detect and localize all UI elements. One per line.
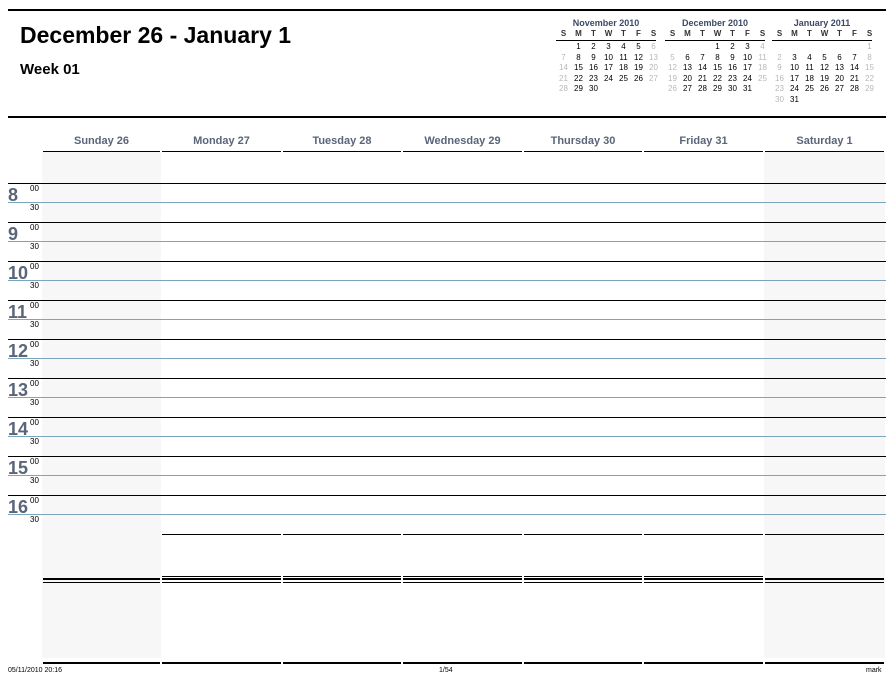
notes-divider-lower: [283, 582, 401, 583]
mini-day: [631, 84, 646, 95]
mini-calendar: [772, 18, 872, 105]
mini-weekday-header: M: [575, 29, 582, 38]
half-hour-line: [8, 397, 886, 398]
minute-label-00: 00: [30, 457, 39, 466]
day-header-rule: [162, 151, 281, 152]
mini-day: [832, 95, 847, 106]
mini-weekday-header: S: [560, 29, 567, 38]
day-header-rule: [43, 151, 160, 152]
hour-label: 8: [8, 185, 19, 205]
mini-day: 23: [728, 73, 737, 83]
mini-day: 10: [790, 63, 799, 72]
mini-day: 5: [822, 52, 827, 62]
mini-day: 30: [589, 84, 598, 93]
mini-day: 2: [777, 52, 782, 62]
mini-weekday-header: T: [730, 29, 735, 38]
mini-day: 26: [668, 84, 677, 93]
row-end-line: [644, 534, 763, 535]
notes-divider-lower: [765, 582, 884, 583]
mini-calendar-title: November 2010: [572, 18, 640, 28]
mini-day: 18: [619, 63, 628, 72]
mini-day: 22: [865, 73, 874, 83]
minute-label-30: 30: [30, 359, 39, 368]
minute-label-00: 00: [30, 418, 39, 427]
mini-day: 4: [621, 42, 626, 51]
mini-day: [755, 84, 770, 95]
mini-calendar-title: December 2010: [681, 18, 749, 28]
week-label: Week 01: [20, 61, 80, 78]
bottom-rule: [43, 662, 160, 664]
mini-day: 9: [777, 63, 782, 72]
bottom-rule: [765, 662, 884, 664]
mini-day: 8: [576, 52, 581, 62]
notes-top-line: [524, 576, 642, 577]
hour-line: [8, 339, 886, 340]
hour-label: 10: [8, 263, 29, 283]
minute-label-30: 30: [30, 476, 39, 485]
mini-day: 25: [758, 73, 767, 83]
mini-weekday-header: S: [866, 29, 873, 38]
hour-label: 16: [8, 497, 29, 517]
day-header-rule: [283, 151, 401, 152]
minute-label-30: 30: [30, 281, 39, 290]
notes-top-line: [644, 576, 763, 577]
mini-day: [847, 42, 862, 53]
notes-divider: [283, 578, 401, 580]
mini-weekday-header: T: [700, 29, 705, 38]
hour-line: [8, 261, 886, 262]
mini-day: [601, 84, 616, 95]
half-hour-line: [8, 280, 886, 281]
mini-day: 27: [649, 73, 658, 83]
mini-day: 7: [561, 52, 566, 62]
mini-day: 13: [649, 52, 658, 62]
mini-day: 30: [775, 94, 784, 104]
row-end-line: [403, 534, 522, 535]
mini-day: 19: [634, 63, 643, 72]
mini-day: 8: [867, 52, 872, 62]
row-end-line: [283, 534, 401, 535]
mini-weekday-header: S: [776, 29, 783, 38]
mini-day: 20: [835, 73, 844, 83]
row-end-line: [162, 534, 281, 535]
mini-weekday-header: F: [636, 29, 641, 38]
mini-day: 29: [865, 84, 874, 93]
mini-day: 9: [730, 52, 735, 62]
mini-calendar: [556, 18, 656, 95]
mini-day: 25: [805, 84, 814, 93]
notes-divider-lower: [524, 582, 642, 583]
day-header: Saturday 1: [796, 135, 853, 147]
mini-day: 27: [835, 84, 844, 93]
hour-line: [8, 417, 886, 418]
mini-day: 10: [743, 52, 752, 62]
mini-weekday-header: S: [650, 29, 657, 38]
mini-day: 3: [745, 42, 750, 51]
mini-weekday-header: M: [684, 29, 691, 38]
mini-day: [695, 42, 710, 53]
hour-label: 13: [8, 380, 29, 400]
day-header: Sunday 26: [73, 135, 130, 147]
mini-day: [646, 84, 661, 95]
mini-day: 2: [591, 42, 596, 51]
mini-calendar-grid: [772, 29, 872, 38]
minute-label-00: 00: [30, 262, 39, 271]
footer-page-number: 1/54: [439, 667, 453, 674]
mini-weekday-header: M: [791, 29, 798, 38]
bottom-rule: [644, 662, 763, 664]
mini-day: 29: [713, 84, 722, 93]
mini-day: 5: [670, 52, 675, 62]
notes-divider: [765, 578, 884, 580]
minute-label-30: 30: [30, 398, 39, 407]
mini-day: 4: [807, 52, 812, 62]
mini-day: 15: [713, 63, 722, 72]
hour-line: [8, 495, 886, 496]
half-hour-line: [8, 358, 886, 359]
mini-day: 13: [683, 63, 692, 72]
day-header-rule: [765, 151, 884, 152]
mini-weekday-header: S: [759, 29, 766, 38]
mini-day: 14: [850, 63, 859, 72]
minute-label-30: 30: [30, 320, 39, 329]
minute-label-30: 30: [30, 437, 39, 446]
mini-day: 3: [792, 52, 797, 62]
hour-line: [8, 456, 886, 457]
mini-day: 1: [867, 42, 872, 51]
mini-day: 14: [559, 63, 568, 72]
mini-weekday-header: W: [820, 29, 829, 38]
mini-weekday-header: T: [807, 29, 812, 38]
mini-day: 1: [715, 42, 720, 51]
half-hour-line: [8, 514, 886, 515]
notes-top-line: [283, 576, 401, 577]
bottom-rule: [524, 662, 642, 664]
day-header: Friday 31: [679, 135, 728, 147]
row-end-line: [524, 534, 642, 535]
row-end-line: [765, 534, 884, 535]
day-header: Wednesday 29: [424, 135, 501, 147]
mini-day: 16: [589, 63, 598, 72]
notes-divider-lower: [403, 582, 522, 583]
mini-day: 20: [649, 63, 658, 72]
mini-day: 12: [634, 52, 643, 62]
mini-day: 8: [715, 52, 720, 62]
header-rule: [8, 116, 886, 118]
mini-weekday-header: T: [591, 29, 596, 38]
mini-day: [616, 84, 631, 95]
mini-day: 6: [837, 52, 842, 62]
mini-day: 17: [743, 63, 752, 72]
bottom-rule: [283, 662, 401, 664]
mini-day: 2: [730, 42, 735, 51]
notes-divider: [162, 578, 281, 580]
mini-day: [665, 42, 680, 53]
mini-day: 22: [713, 73, 722, 83]
mini-day: 16: [728, 63, 737, 72]
half-hour-line: [8, 319, 886, 320]
hour-line: [8, 222, 886, 223]
hour-label: 12: [8, 341, 29, 361]
mini-calendar-rule: [772, 40, 872, 41]
notes-divider: [644, 578, 763, 580]
mini-day: 19: [668, 73, 677, 83]
day-header: Monday 27: [193, 135, 250, 147]
mini-day: 21: [559, 73, 568, 83]
mini-day: 24: [790, 84, 799, 93]
mini-day: [817, 42, 832, 53]
half-hour-line: [8, 436, 886, 437]
hour-label: 15: [8, 458, 29, 478]
mini-day: [862, 95, 877, 106]
day-header-rule: [644, 151, 763, 152]
mini-day: 17: [790, 73, 799, 83]
mini-day: [817, 95, 832, 106]
mini-day: 18: [805, 73, 814, 83]
half-hour-line: [8, 475, 886, 476]
mini-weekday-header: F: [745, 29, 750, 38]
mini-day: 5: [636, 42, 641, 51]
hour-label: 9: [8, 224, 19, 244]
minute-label-00: 00: [30, 496, 39, 505]
notes-divider: [43, 578, 160, 580]
mini-calendar-rule: [665, 40, 765, 41]
bottom-rule: [403, 662, 522, 664]
mini-day: 10: [604, 52, 613, 62]
day-header: Tuesday 28: [312, 135, 372, 147]
mini-day: [680, 42, 695, 53]
mini-weekday-header: F: [852, 29, 857, 38]
mini-day: 16: [775, 73, 784, 83]
mini-day: 28: [850, 84, 859, 93]
mini-day: 14: [698, 63, 707, 72]
minute-label-30: 30: [30, 515, 39, 524]
mini-day: 4: [760, 42, 765, 51]
half-hour-line: [8, 202, 886, 203]
mini-day: 15: [574, 63, 583, 72]
top-rule: [8, 9, 886, 11]
mini-day: 11: [805, 63, 814, 72]
mini-day: 12: [820, 63, 829, 72]
mini-weekday-header: W: [713, 29, 722, 38]
mini-calendar-title: January 2011: [793, 18, 851, 28]
mini-day: 31: [743, 84, 752, 93]
mini-day: 24: [743, 73, 752, 83]
minute-label-00: 00: [30, 379, 39, 388]
mini-day: 11: [758, 52, 767, 62]
notes-divider-lower: [162, 582, 281, 583]
mini-day: 26: [634, 73, 643, 83]
mini-day: 29: [574, 84, 583, 93]
mini-day: 26: [820, 84, 829, 93]
bottom-rule: [162, 662, 281, 664]
mini-day: [802, 95, 817, 106]
mini-day: 13: [835, 63, 844, 72]
footer-user: mark: [866, 667, 882, 674]
minute-label-00: 00: [30, 184, 39, 193]
mini-day: 12: [668, 63, 677, 72]
mini-day: 7: [700, 52, 705, 62]
hour-line: [8, 183, 886, 184]
day-header-rule: [524, 151, 642, 152]
mini-day: 9: [591, 52, 596, 62]
mini-calendar-days: [772, 42, 872, 105]
minute-label-00: 00: [30, 301, 39, 310]
notes-divider-lower: [43, 582, 160, 583]
mini-calendar-rule: [556, 40, 656, 41]
mini-calendar-days: [665, 42, 765, 95]
hour-label: 11: [8, 302, 28, 322]
mini-calendar-days: [556, 42, 656, 95]
mini-day: [772, 42, 787, 53]
mini-day: 21: [698, 73, 707, 83]
mini-day: 3: [606, 42, 611, 51]
mini-day: 30: [728, 84, 737, 93]
mini-day: 7: [852, 52, 857, 62]
footer-print-date: 05/11/2010 20:16: [8, 667, 62, 674]
mini-day: 18: [758, 63, 767, 72]
mini-day: 6: [685, 52, 690, 62]
mini-calendar-grid: [665, 29, 765, 38]
hour-label: 14: [8, 419, 29, 439]
mini-day: 27: [683, 84, 692, 93]
mini-day: 21: [850, 73, 859, 83]
page-title: December 26 - January 1: [20, 22, 292, 48]
mini-day: 25: [619, 73, 628, 83]
notes-divider: [403, 578, 522, 580]
mini-day: 1: [576, 42, 581, 51]
mini-day: 31: [790, 94, 799, 104]
mini-weekday-header: S: [669, 29, 676, 38]
mini-weekday-header: W: [604, 29, 613, 38]
mini-day: 24: [604, 73, 613, 83]
minute-label-00: 00: [30, 340, 39, 349]
mini-weekday-header: T: [621, 29, 626, 38]
mini-day: 28: [559, 84, 568, 93]
notes-divider: [524, 578, 642, 580]
half-hour-line: [8, 241, 886, 242]
hour-line: [8, 300, 886, 301]
mini-calendar: [665, 18, 765, 95]
notes-top-line: [403, 576, 522, 577]
day-header-rule: [403, 151, 522, 152]
mini-day: [556, 42, 571, 53]
mini-day: 22: [574, 73, 583, 83]
minute-label-30: 30: [30, 242, 39, 251]
mini-day: 28: [698, 84, 707, 93]
mini-calendar-grid: [556, 29, 656, 38]
mini-day: [787, 42, 802, 53]
notes-divider-lower: [644, 582, 763, 583]
minute-label-00: 00: [30, 223, 39, 232]
mini-day: [832, 42, 847, 53]
mini-day: 23: [775, 84, 784, 93]
mini-day: 15: [865, 63, 874, 72]
mini-day: 6: [651, 42, 656, 51]
hour-line: [8, 378, 886, 379]
mini-weekday-header: T: [837, 29, 842, 38]
minute-label-30: 30: [30, 203, 39, 212]
mini-day: 11: [619, 52, 628, 62]
notes-top-line: [162, 576, 281, 577]
mini-day: [847, 95, 862, 106]
mini-day: 23: [589, 73, 598, 83]
mini-day: 17: [604, 63, 613, 72]
mini-day: [802, 42, 817, 53]
day-header: Thursday 30: [550, 135, 616, 147]
mini-day: 20: [683, 73, 692, 83]
mini-day: 19: [820, 73, 829, 83]
